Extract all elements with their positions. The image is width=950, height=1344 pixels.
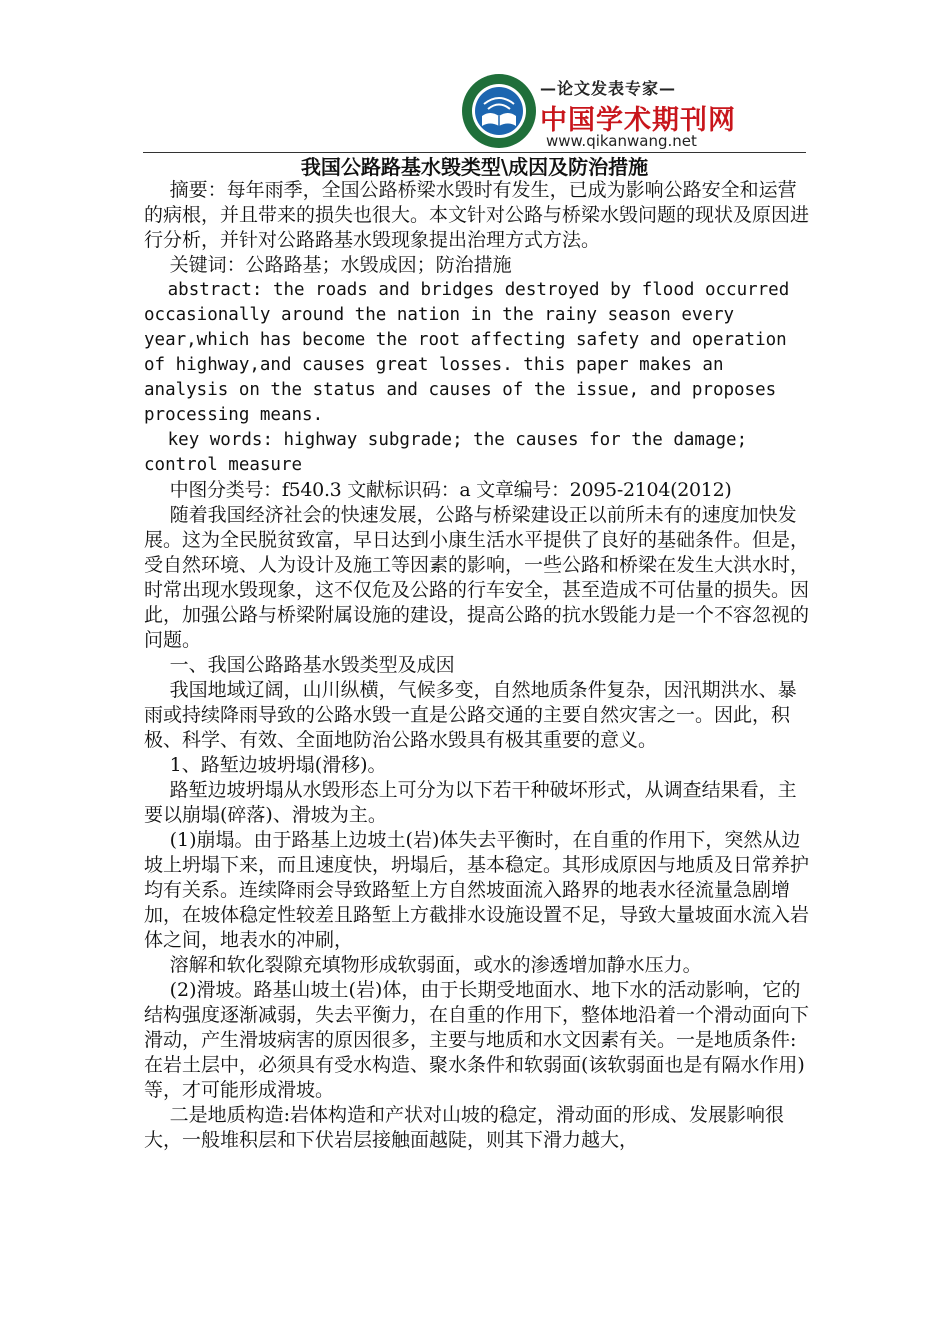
article-body (144, 178, 809, 1153)
body-paragraph: (2)滑坡。路基山坡土(岩)体，由于长期受地面水、地下水的活动影响，它的结构强度逐渐减弱，失去平衡力，在自重的作用下，整体地沿着一个滑动面向下滑动，产生滑坡病害的原因很多，主要与地质和水文因素有关。一是地质条件:在岩土层中，必须具有受水构造、聚水条件和软弱面(该软弱面也是有隔水作用)等，才可能形成滑坡。 (144, 979, 810, 1101)
keywords-en: key words: highway subgrade; the causes for the damage; control measure (144, 430, 748, 475)
section-heading: 一、我国公路路基水毁类型及成因 (169, 654, 455, 676)
body-paragraph: 二是地质构造:岩体构造和产状对山坡的稳定，滑动面的形成、发展影响很大，一般堆积层和下伏岩层接触面越陡，则其下滑力越大， (144, 1104, 785, 1151)
logo-url: www.qikanwang.net (546, 132, 697, 150)
article-title: 我国公路路基水毁类型\成因及防治措施 (300, 155, 649, 179)
journal-logo (460, 72, 736, 154)
book-globe-logo-icon (460, 72, 538, 150)
subsection-heading: 1、路堑边坡坍塌(滑移)。 (169, 754, 387, 776)
abstract-en: abstract: the roads and bridges destroyed by flood occurred occasionally around the nation in the rainy season every year,which has become the root affecting safety and operation of highway,and causes great losses. this paper makes an analysis on the status and causes of the issue, and proposes processing means. (144, 280, 790, 425)
keywords-zh: 关键词：公路路基；水毁成因；防治措施 (169, 254, 512, 276)
header-divider (143, 152, 806, 153)
body-paragraph: 路堑边坡坍塌从水毁形态上可分为以下若干种破坏形式，从调查结果看，主要以崩塌(碎落)、滑坡为主。 (144, 779, 797, 826)
body-paragraph: 溶解和软化裂隙充填物形成软弱面，或水的渗透增加静水压力。 (169, 954, 702, 976)
classification-line: 中图分类号：f540.3 文献标识码：a 文章编号：2095-2104(2012) (169, 479, 732, 501)
logo-site-name: 中国学术期刊网 (540, 105, 736, 136)
body-paragraph: (1)崩塌。由于路基上边坡土(岩)体失去平衡时，在自重的作用下，突然从边坡上坍塌下来，而且速度快，坍塌后，基本稳定。其形成原因与地质及日常养护均有关系。连续降雨会导致路堑上方自然坡面流入路界的地表水径流量急剧增加，在坡体稳定性较差且路堑上方截排水设施设置不足，导致大量坡面水流入岩体之间，地表水的冲刷， (144, 829, 810, 951)
body-paragraph: 随着我国经济社会的快速发展，公路与桥梁建设正以前所未有的速度加快发展。这为全民脱贫致富，早日达到小康生活水平提供了良好的基础条件。但是，受自然环境、人为设计及施工等因素的影响，一些公路和桥梁在发生大洪水时，时常出现水毁现象，这不仅危及公路的行车安全，甚至造成不可估量的损失。因此，加强公路与桥梁附属设施的建设，提高公路的抗水毁能力是一个不容忽视的问题。 (144, 504, 810, 651)
body-paragraph: 我国地域辽阔，山川纵横，气候多变，自然地质条件复杂，因汛期洪水、暴雨或持续降雨导致的公路水毁一直是公路交通的主要自然灾害之一。因此，积极、科学、有效、全面地防治公路水毁具有极其重要的意义。 (144, 679, 797, 751)
abstract-zh: 摘要：每年雨季，全国公路桥梁水毁时有发生，已成为影响公路安全和运营的病根，并且带来的损失也很大。本文针对公路与桥梁水毁问题的现状及原因进行分析，并针对公路路基水毁现象提出治理方式方法。 (144, 179, 810, 251)
logo-tagline: —论文发表专家— (540, 79, 677, 98)
